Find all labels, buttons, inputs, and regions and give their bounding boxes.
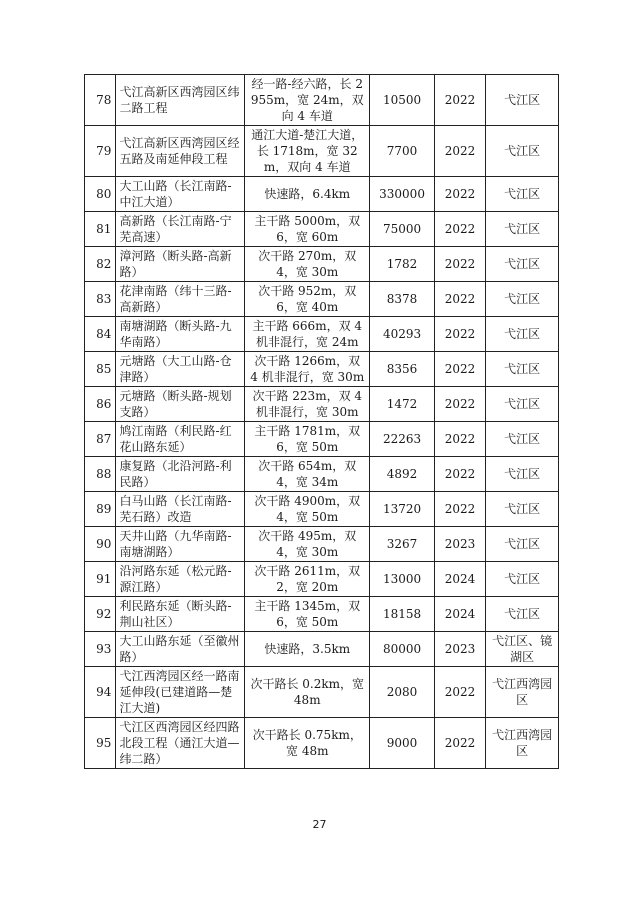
investment-amount-cell: 40293 bbox=[370, 317, 434, 352]
project-scope-cell: 主干路 1781m，双 6，宽 50m bbox=[245, 422, 370, 457]
completion-year-cell: 2022 bbox=[434, 317, 486, 352]
project-table bbox=[84, 74, 559, 769]
row-number-cell: 86 bbox=[85, 387, 116, 422]
row-number-cell: 91 bbox=[85, 562, 116, 597]
project-name-cell: 弋江区西湾园区经四路北段工程（通江大道—纬二路） bbox=[115, 718, 245, 769]
project-scope-cell: 主干路 666m，双 4 机非混行，宽 24m bbox=[245, 317, 370, 352]
project-name-cell: 高新路（长江南路-宁芜高速） bbox=[115, 212, 245, 247]
project-scope-cell: 快速路，6.4km bbox=[245, 177, 370, 212]
district-cell: 弋江区 bbox=[486, 597, 559, 632]
completion-year-cell: 2023 bbox=[434, 527, 486, 562]
investment-amount-cell: 9000 bbox=[370, 718, 434, 769]
project-scope-cell: 次干路 952m，双 6，宽 40m bbox=[245, 282, 370, 317]
table-row bbox=[85, 75, 559, 126]
investment-amount-cell: 1472 bbox=[370, 387, 434, 422]
project-name-cell: 弋江西湾园区经一路南延伸段(已建道路—楚江大道) bbox=[115, 667, 245, 718]
table-row bbox=[85, 247, 559, 282]
row-number-cell: 90 bbox=[85, 527, 116, 562]
completion-year-cell: 2023 bbox=[434, 632, 486, 667]
row-number-cell: 89 bbox=[85, 492, 116, 527]
row-number-cell: 83 bbox=[85, 282, 116, 317]
district-cell: 弋江区、镜湖区 bbox=[486, 632, 559, 667]
project-scope-cell: 次干路 495m，双 4，宽 30m bbox=[245, 527, 370, 562]
completion-year-cell: 2022 bbox=[434, 126, 486, 177]
investment-amount-cell: 75000 bbox=[370, 212, 434, 247]
investment-amount-cell: 80000 bbox=[370, 632, 434, 667]
completion-year-cell: 2022 bbox=[434, 718, 486, 769]
row-number-cell: 92 bbox=[85, 597, 116, 632]
table-row bbox=[85, 527, 559, 562]
completion-year-cell: 2022 bbox=[434, 282, 486, 317]
investment-amount-cell: 8378 bbox=[370, 282, 434, 317]
row-number-cell: 82 bbox=[85, 247, 116, 282]
table-row bbox=[85, 632, 559, 667]
district-cell: 弋江西湾园区 bbox=[486, 667, 559, 718]
row-number-cell: 87 bbox=[85, 422, 116, 457]
row-number-cell: 85 bbox=[85, 352, 116, 387]
table-row bbox=[85, 317, 559, 352]
project-scope-cell: 次干路 223m，双 4 机非混行，宽 30m bbox=[245, 387, 370, 422]
row-number-cell: 95 bbox=[85, 718, 116, 769]
row-number-cell: 79 bbox=[85, 126, 116, 177]
investment-amount-cell: 2080 bbox=[370, 667, 434, 718]
completion-year-cell: 2024 bbox=[434, 562, 486, 597]
table-row bbox=[85, 212, 559, 247]
project-scope-cell: 通江大道-楚江大道，长 1718m，宽 32m，双向 4 车道 bbox=[245, 126, 370, 177]
row-number-cell: 94 bbox=[85, 667, 116, 718]
project-scope-cell: 次干路 1266m，双 4 机非混行，宽 30m bbox=[245, 352, 370, 387]
investment-amount-cell: 18158 bbox=[370, 597, 434, 632]
page-number: 27 bbox=[312, 818, 327, 831]
project-name-cell: 花津南路（纬十三路-高新路） bbox=[115, 282, 245, 317]
project-name-cell: 大工山路东延（至徽州路） bbox=[115, 632, 245, 667]
investment-amount-cell: 22263 bbox=[370, 422, 434, 457]
row-number-cell: 78 bbox=[85, 75, 116, 126]
project-scope-cell: 次干路 270m，双 4，宽 30m bbox=[245, 247, 370, 282]
project-scope-cell: 经一路-经六路，长 2955m，宽 24m，双向 4 车道 bbox=[245, 75, 370, 126]
project-name-cell: 元塘路（大工山路-仓津路） bbox=[115, 352, 245, 387]
district-cell: 弋江区 bbox=[486, 457, 559, 492]
row-number-cell: 88 bbox=[85, 457, 116, 492]
completion-year-cell: 2022 bbox=[434, 75, 486, 126]
investment-amount-cell: 3267 bbox=[370, 527, 434, 562]
row-number-cell: 80 bbox=[85, 177, 116, 212]
district-cell: 弋江区 bbox=[486, 126, 559, 177]
table-row bbox=[85, 492, 559, 527]
district-cell: 弋江区 bbox=[486, 282, 559, 317]
completion-year-cell: 2022 bbox=[434, 212, 486, 247]
investment-amount-cell: 10500 bbox=[370, 75, 434, 126]
investment-amount-cell: 13720 bbox=[370, 492, 434, 527]
district-cell: 弋江区 bbox=[486, 75, 559, 126]
district-cell: 弋江区 bbox=[486, 492, 559, 527]
district-cell: 弋江区 bbox=[486, 387, 559, 422]
table-row bbox=[85, 177, 559, 212]
table-row bbox=[85, 457, 559, 492]
completion-year-cell: 2022 bbox=[434, 387, 486, 422]
completion-year-cell: 2022 bbox=[434, 422, 486, 457]
project-scope-cell: 次干路长 0.75km，宽 48m bbox=[245, 718, 370, 769]
table-row bbox=[85, 667, 559, 718]
completion-year-cell: 2022 bbox=[434, 247, 486, 282]
district-cell: 弋江区 bbox=[486, 422, 559, 457]
investment-amount-cell: 330000 bbox=[370, 177, 434, 212]
project-name-cell: 鸠江南路（利民路-红花山路东延） bbox=[115, 422, 245, 457]
investment-amount-cell: 4892 bbox=[370, 457, 434, 492]
row-number-cell: 81 bbox=[85, 212, 116, 247]
completion-year-cell: 2022 bbox=[434, 177, 486, 212]
project-name-cell: 弋江高新区西湾园区经五路及南延伸段工程 bbox=[115, 126, 245, 177]
district-cell: 弋江区 bbox=[486, 317, 559, 352]
project-scope-cell: 主干路 1345m，双 6，宽 50m bbox=[245, 597, 370, 632]
table-row bbox=[85, 597, 559, 632]
completion-year-cell: 2022 bbox=[434, 667, 486, 718]
district-cell: 弋江西湾园区 bbox=[486, 718, 559, 769]
investment-amount-cell: 8356 bbox=[370, 352, 434, 387]
table-row bbox=[85, 352, 559, 387]
table-row bbox=[85, 718, 559, 769]
project-scope-cell: 次干路 4900m，双 4，宽 50m bbox=[245, 492, 370, 527]
investment-amount-cell: 1782 bbox=[370, 247, 434, 282]
row-number-cell: 84 bbox=[85, 317, 116, 352]
project-scope-cell: 次干路 2611m，双 2，宽 20m bbox=[245, 562, 370, 597]
project-name-cell: 沿河路东延（松元路-源江路） bbox=[115, 562, 245, 597]
table-row bbox=[85, 562, 559, 597]
project-scope-cell: 次干路长 0.2km，宽 48m bbox=[245, 667, 370, 718]
completion-year-cell: 2024 bbox=[434, 597, 486, 632]
completion-year-cell: 2022 bbox=[434, 457, 486, 492]
project-name-cell: 弋江高新区西湾园区纬二路工程 bbox=[115, 75, 245, 126]
table-row bbox=[85, 126, 559, 177]
table-row bbox=[85, 387, 559, 422]
project-scope-cell: 次干路 654m，双 4，宽 34m bbox=[245, 457, 370, 492]
district-cell: 弋江区 bbox=[486, 212, 559, 247]
project-scope-cell: 主干路 5000m，双 6，宽 60m bbox=[245, 212, 370, 247]
project-name-cell: 南塘湖路（断头路-九华南路） bbox=[115, 317, 245, 352]
district-cell: 弋江区 bbox=[486, 177, 559, 212]
project-name-cell: 天井山路（九华南路-南塘湖路） bbox=[115, 527, 245, 562]
project-name-cell: 大工山路（长江南路-中江大道） bbox=[115, 177, 245, 212]
completion-year-cell: 2022 bbox=[434, 352, 486, 387]
row-number-cell: 93 bbox=[85, 632, 116, 667]
project-name-cell: 康复路（北沿河路-利民路） bbox=[115, 457, 245, 492]
investment-amount-cell: 13000 bbox=[370, 562, 434, 597]
table-row bbox=[85, 282, 559, 317]
table-body bbox=[85, 75, 559, 769]
project-name-cell: 白马山路（长江南路-芜石路）改造 bbox=[115, 492, 245, 527]
project-name-cell: 利民路东延（断头路-荆山社区） bbox=[115, 597, 245, 632]
project-name-cell: 漳河路（断头路-高新路） bbox=[115, 247, 245, 282]
table-row bbox=[85, 422, 559, 457]
completion-year-cell: 2022 bbox=[434, 492, 486, 527]
district-cell: 弋江区 bbox=[486, 247, 559, 282]
district-cell: 弋江区 bbox=[486, 352, 559, 387]
project-name-cell: 元塘路（断头路-规划支路） bbox=[115, 387, 245, 422]
project-scope-cell: 快速路，3.5km bbox=[245, 632, 370, 667]
district-cell: 弋江区 bbox=[486, 562, 559, 597]
investment-amount-cell: 7700 bbox=[370, 126, 434, 177]
district-cell: 弋江区 bbox=[486, 527, 559, 562]
